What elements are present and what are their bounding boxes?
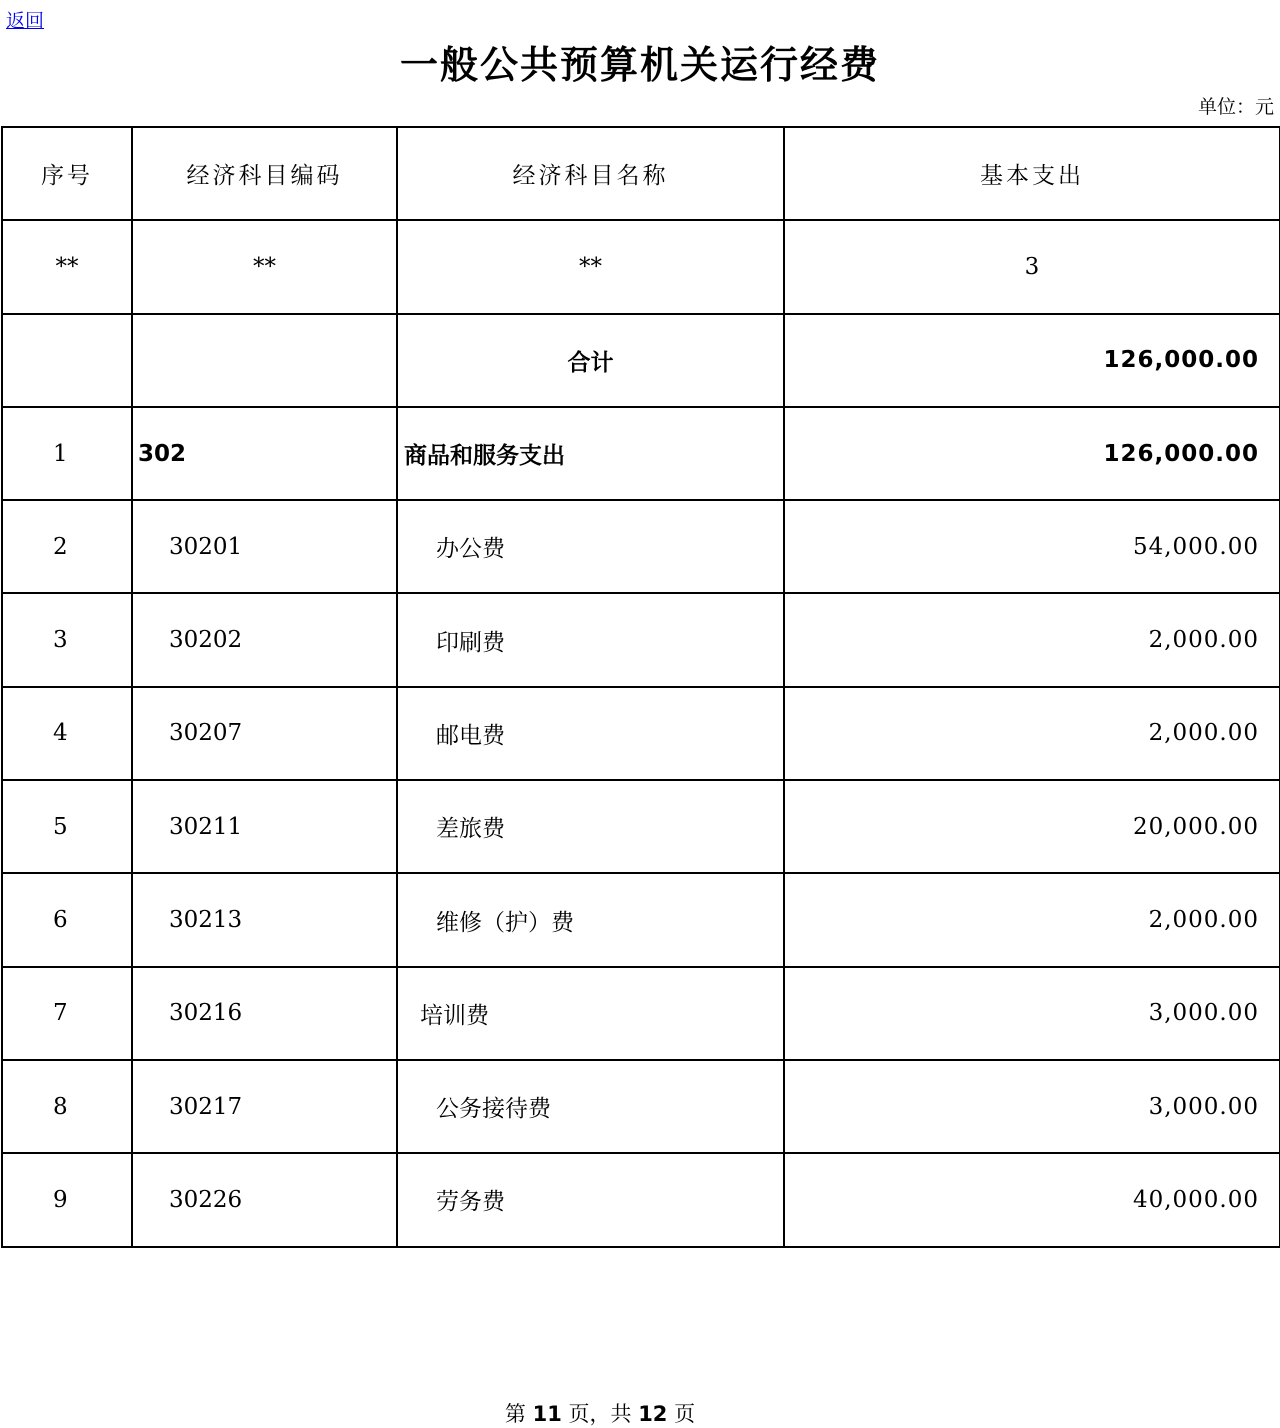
row-amount: 54,000.00 [784,500,1280,593]
row-amount: 2,000.00 [784,593,1280,686]
footer-suffix: 页 [674,1402,696,1426]
row-code: 30213 [132,873,397,966]
table-row [2,780,1280,873]
total-label: 合计 [397,314,784,407]
index-name: ** [397,220,784,313]
table-row [2,500,1280,593]
row-code: 30201 [132,500,397,593]
row-name: 印刷费 [397,593,784,686]
row-seq: 8 [2,1060,132,1153]
index-seq: ** [2,220,132,313]
row-code: 30217 [132,1060,397,1153]
header-name: 经济科目名称 [397,127,784,220]
header-seq: 序号 [2,127,132,220]
table-row [2,1060,1280,1153]
row-code: 30202 [132,593,397,686]
row-amount: 3,000.00 [784,1060,1280,1153]
row-code: 30211 [132,780,397,873]
row-seq: 7 [2,967,132,1060]
row-name: 办公费 [397,500,784,593]
row-seq: 4 [2,687,132,780]
footer-total-pages: 12 [638,1402,668,1426]
row-name: 邮电费 [397,687,784,780]
table-row [2,967,1280,1060]
row-amount: 126,000.00 [784,407,1280,500]
total-seq [2,314,132,407]
table-row [2,1153,1280,1246]
index-amount: 3 [784,220,1280,313]
row-seq: 5 [2,780,132,873]
row-amount: 2,000.00 [784,687,1280,780]
row-amount: 3,000.00 [784,967,1280,1060]
footer-current-page: 11 [532,1402,562,1426]
page-title: 一般公共预算机关运行经费 [399,43,880,87]
row-name: 劳务费 [397,1153,784,1246]
row-name: 差旅费 [397,780,784,873]
footer-prefix: 第 [504,1402,526,1426]
row-code: 302 [132,407,397,500]
row-amount: 40,000.00 [784,1153,1280,1246]
total-code [132,314,397,407]
unit-label: 单位：元 [1197,96,1274,118]
row-amount: 2,000.00 [784,873,1280,966]
row-name: 维修（护）费 [397,873,784,966]
back-link[interactable]: 返回 [6,10,45,32]
row-name: 商品和服务支出 [397,407,784,500]
table-row [2,687,1280,780]
row-seq: 2 [2,500,132,593]
header-amount: 基本支出 [784,127,1280,220]
index-code: ** [132,220,397,313]
row-name: 培训费 [397,967,784,1060]
row-code: 30207 [132,687,397,780]
page-footer [0,1398,1200,1428]
header-code: 经济科目编码 [132,127,397,220]
total-amount: 126,000.00 [784,314,1280,407]
row-code: 30226 [132,1153,397,1246]
header-row [2,127,1280,220]
row-amount: 20,000.00 [784,780,1280,873]
row-code: 30216 [132,967,397,1060]
row-name: 公务接待费 [397,1060,784,1153]
footer-middle: 页，共 [568,1402,632,1426]
table-row [2,873,1280,966]
table-row [2,593,1280,686]
row-seq: 9 [2,1153,132,1246]
budget-table [1,126,1280,1248]
table-row [2,407,1280,500]
row-seq: 3 [2,593,132,686]
row-seq: 6 [2,873,132,966]
total-row [2,314,1280,407]
index-row [2,220,1280,313]
row-seq: 1 [2,407,132,500]
